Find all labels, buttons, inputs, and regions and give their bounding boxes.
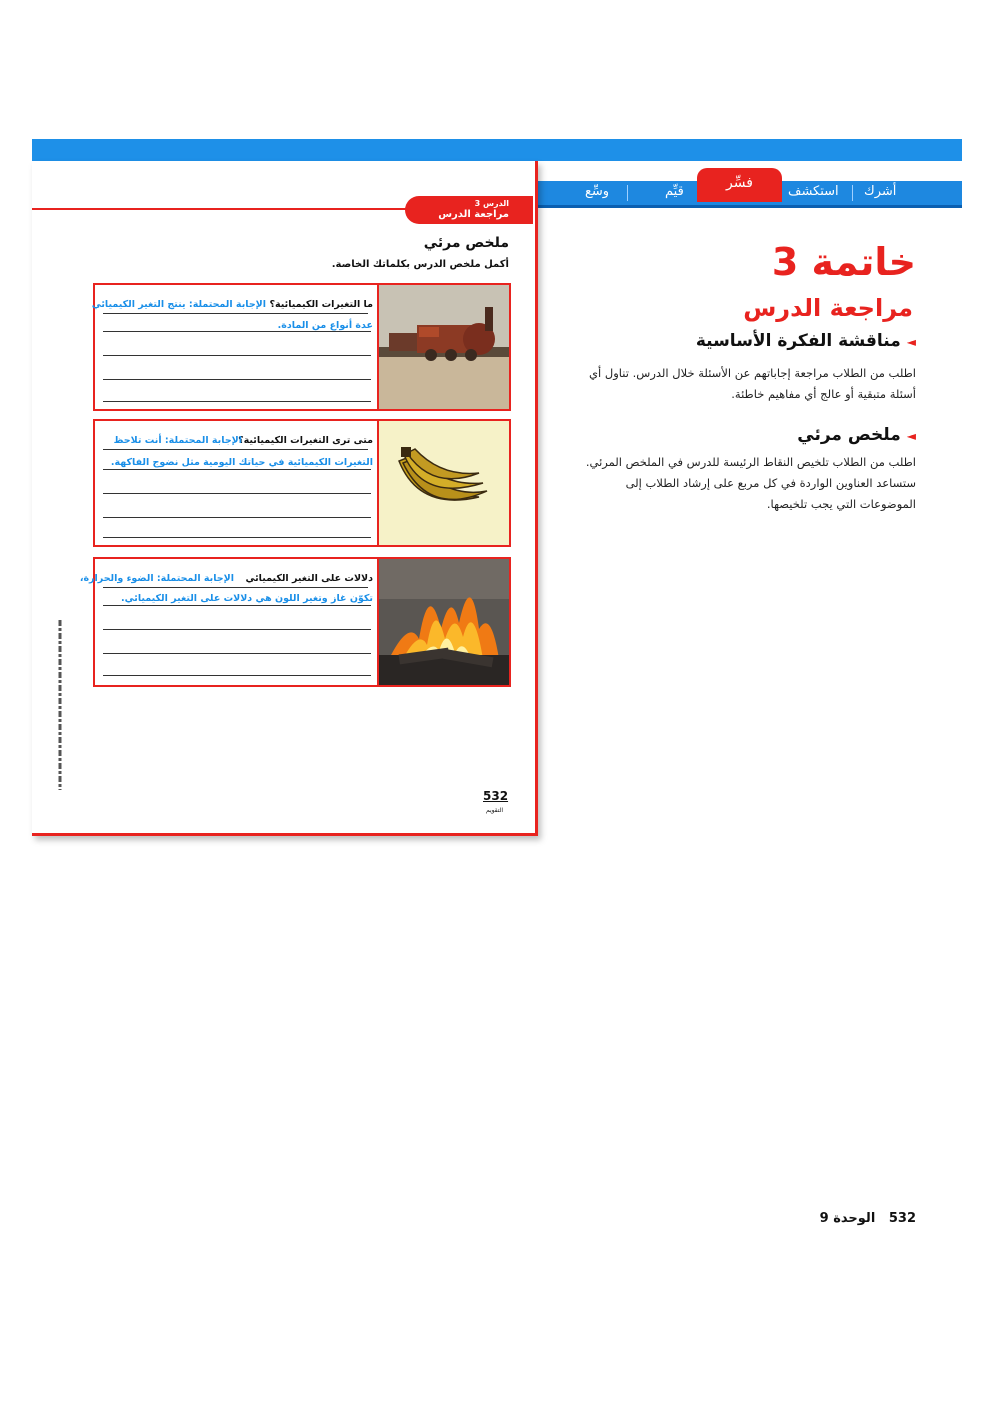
answer-1-line-2: عدة أنواع من المادة. [277,320,373,331]
student-page-section: التقويم [486,807,504,814]
question-1: ما التغيرات الكيميائية؟ [269,299,373,310]
page-header-rule [32,208,407,210]
rusty-train-image [377,285,509,409]
lesson-title: مراجعة الدرس [438,209,509,220]
answer-line [103,493,371,494]
answer-line [103,653,371,654]
summary-box-3 [79,557,511,687]
worksheet-title: ملخص مرئي [423,235,509,251]
answer-line [103,469,371,470]
nav-bar-strip [537,205,962,208]
footer-page-number: 532 [888,1211,916,1226]
bananas-image [377,421,509,545]
section-heading-text: مناقشة الفكرة الأساسية [695,331,901,351]
triangle-bullet-icon: ◄ [906,429,916,443]
section-text-visual-summary: اطلب من الطلاب تلخيص النقاط الرئيسة للدرس في الملخص المرئي. ستساعد العناوين الواردة في كل مربع على إرشاد الطلاب إلى الموضوعات التي يجب تلخيصها. [585,455,916,511]
answer-line [103,313,368,314]
answer-line [103,517,371,518]
section-heading-discuss [696,331,916,351]
tab-explore[interactable]: استكشف [788,184,839,199]
tab-extend[interactable]: وسِّع [585,184,610,199]
answer-2-line-2: التغيرات الكيميائية في حياتك اليومية مثل نضوج الفاكهة. [110,457,373,468]
answer-line [103,449,368,450]
fire-image [377,559,509,685]
triangle-bullet-icon: ◄ [906,335,916,349]
answer-line [103,537,371,538]
tab-divider [627,185,628,201]
answer-2-line-1: الإجابة المحتملة: أنت تلاحظ [113,435,242,446]
answer-line [103,629,371,630]
section-text-discuss: اطلب من الطلاب مراجعة إجاباتهم عن الأسئلة خلال الدرس. تناول أي أسئلة متبقية أو عالج أي مفاهيم خاطئة. [589,366,916,401]
answer-line [103,605,371,606]
answer-line [103,587,368,588]
answer-line [103,401,371,402]
worksheet-instruction: أكمل ملخص الدرس بكلماتك الخاصة. [331,259,509,270]
copyright-vertical-text [56,620,64,790]
answer-1-line-1: الإجابة المحتملة: ينتج التغير الكيميائي [91,299,266,310]
answer-line [103,675,371,676]
footer-unit: الوحدة 9 [819,1211,876,1226]
tab-engage[interactable]: أشرك [864,184,897,199]
chapter-title-text: خاتمة [811,240,916,284]
section-heading-visual-summary [797,425,916,445]
tab-explain[interactable]: فسِّر [697,168,782,202]
answer-3-line-2: تكوّن غاز وتغير اللون هي دلالات على التغير الكيميائي. [121,593,373,604]
chapter-title [772,240,916,284]
lesson-tag [405,196,533,224]
page-footer [820,1211,916,1226]
summary-box-2 [93,419,511,547]
answer-3-line-1: الإجابة المحتملة: الضوء والحرارة، [79,573,234,584]
section-heading-text: ملخص مرئي [797,425,901,445]
summary-box-1 [93,283,511,411]
tab-evaluate[interactable]: قيِّم [665,184,684,199]
review-title: مراجعة الدرس [743,294,913,322]
top-banner [32,139,962,161]
question-3: دلالات على التغير الكيميائي [245,573,373,584]
lesson-label: الدرس 3 [474,199,509,208]
answer-line [103,331,371,332]
chapter-number: 3 [771,240,799,284]
tab-divider [852,185,853,201]
answer-line [103,355,371,356]
answer-line [103,379,371,380]
student-page-number: 532 [483,789,509,803]
question-2: متى ترى التغيرات الكيميائية؟ [238,435,373,446]
